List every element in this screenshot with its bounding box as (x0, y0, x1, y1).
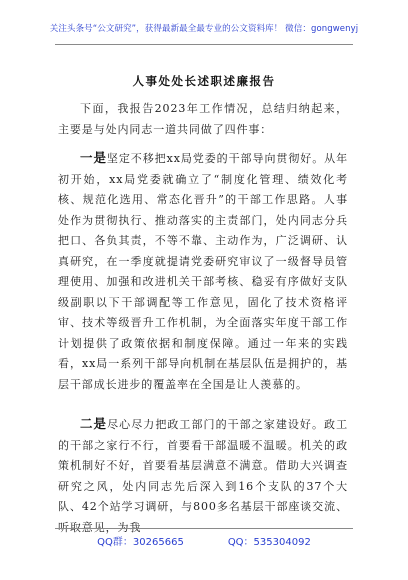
footer-qq-group: QQ群：30265665 (97, 537, 184, 548)
paragraph-lead: 一是 (80, 150, 107, 165)
paragraph-text: 下面，我报告2023年工作情况，总结归纳起来，主要是与处内同志一道共同做了四件事： (58, 102, 348, 136)
paragraph-first-item (58, 148, 348, 395)
header-banner: 关注头条号“公文研究”，获得最新最全最专业的公文资料库！ 微信：gongwenyj (49, 24, 359, 34)
paragraph-lead: 二是 (80, 416, 108, 431)
header-divider (55, 44, 353, 45)
document-title: 人事处处长述职述廉报告 (132, 74, 276, 88)
paragraph-intro (58, 98, 348, 140)
paragraph-second-item (58, 414, 348, 538)
footer-divider (55, 528, 353, 529)
footer-qq-number: QQ：535304092 (227, 537, 311, 548)
paragraph-text: 尽心尽力把政工部门的干部之家建设好。政工的干部之家行不行，首要看干部温暖不温暖。机关的政策机制好不好，首要看基层满意不满意。借助大兴调查研究之风，处内同志先后深入到16个支队的37个大队、42个站学习调研，与800多名基层干部座谈交流、听取意见，为我 (58, 418, 348, 534)
footer-contacts (0, 533, 408, 548)
paragraph-text: 坚定不移把xx局党委的干部导向贯彻好。从年初开始，xx局党委就确立了“制度化管理、绩效化考核、规范化选用、常态化晋升”的干部工作思路。人事处作为贯彻执行、推动落实的主责部门，处内同志分兵把口、各负其责，不等不靠、主动作为，广泛调研、认真研究，在一季度就提请党委研究审议了一级督导员管理使用、加强和改进机关干部考核、稳妥有序做好支队级副职以下干部调配等工作意见，固化了技术资格评审、技术等级晋升工作机制，为全面落实年度干部工作计划提供了政策依据和制度保障。通过一年来的实践看，xx局一系列干部导向机制在基层队伍是拥护的，基层干部成长进步的覆盖率在全国是让人羡慕的。 (58, 152, 348, 391)
